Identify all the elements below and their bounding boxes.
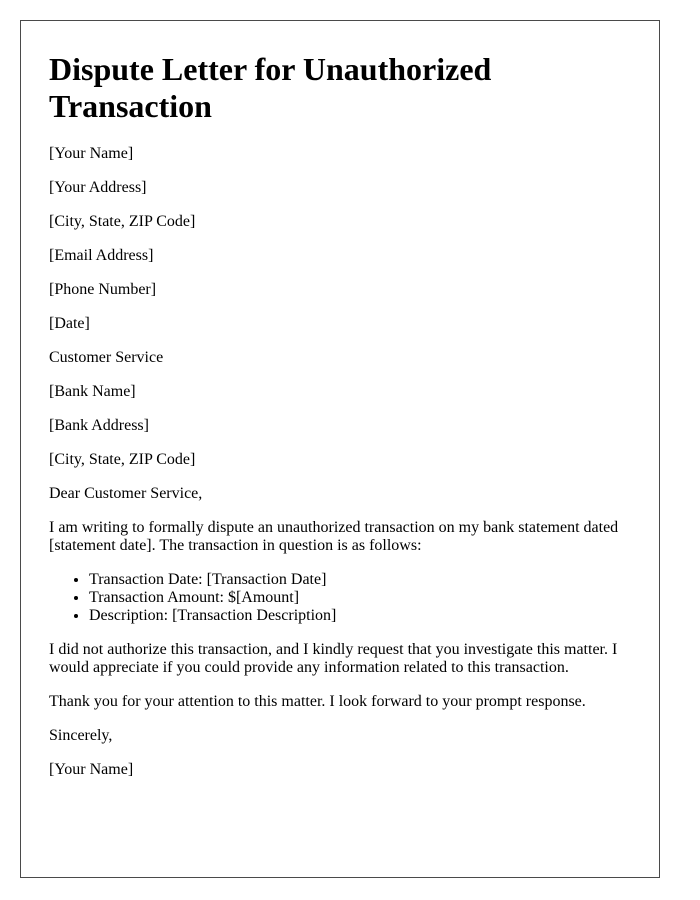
sender-email: [Email Address] <box>49 247 154 264</box>
transaction-amount-item: • Transaction Amount: $[Amount] <box>89 589 631 607</box>
transaction-date-item: • Transaction Date: [Transaction Date] <box>89 571 631 589</box>
letter-page <box>20 20 660 878</box>
signature-name: [Your Name] <box>49 761 134 778</box>
sender-city-state-zip: [City, State, ZIP Code] <box>49 213 196 230</box>
recipient-bank-address: [Bank Address] <box>49 417 149 434</box>
intro-paragraph: I am writing to formally dispute an unauthorized transaction on my bank statement dated [statement date]. The transaction in question is as follows: <box>49 519 619 554</box>
sender-name: [Your Name] <box>49 145 134 162</box>
recipient-bank-name: [Bank Name] <box>49 383 136 400</box>
request-paragraph: I did not authorize this transaction, and I kindly request that you investigate this matter. I would appreciate if you could provide any information related to this transaction. <box>49 641 618 676</box>
salutation: Dear Customer Service, <box>49 485 203 502</box>
recipient-city-state-zip: [City, State, ZIP Code] <box>49 451 196 468</box>
thanks-paragraph: Thank you for your attention to this matter. I look forward to your prompt response. <box>49 693 586 710</box>
sender-address: [Your Address] <box>49 179 147 196</box>
transaction-details-list <box>49 571 631 625</box>
closing: Sincerely, <box>49 727 113 744</box>
letter-title: Dispute Letter for Unauthorized Transaction <box>49 51 492 124</box>
sender-phone: [Phone Number] <box>49 281 157 298</box>
transaction-description-item: • Description: [Transaction Description] <box>89 607 631 625</box>
recipient-department: Customer Service <box>49 349 164 366</box>
letter-date: [Date] <box>49 315 90 332</box>
